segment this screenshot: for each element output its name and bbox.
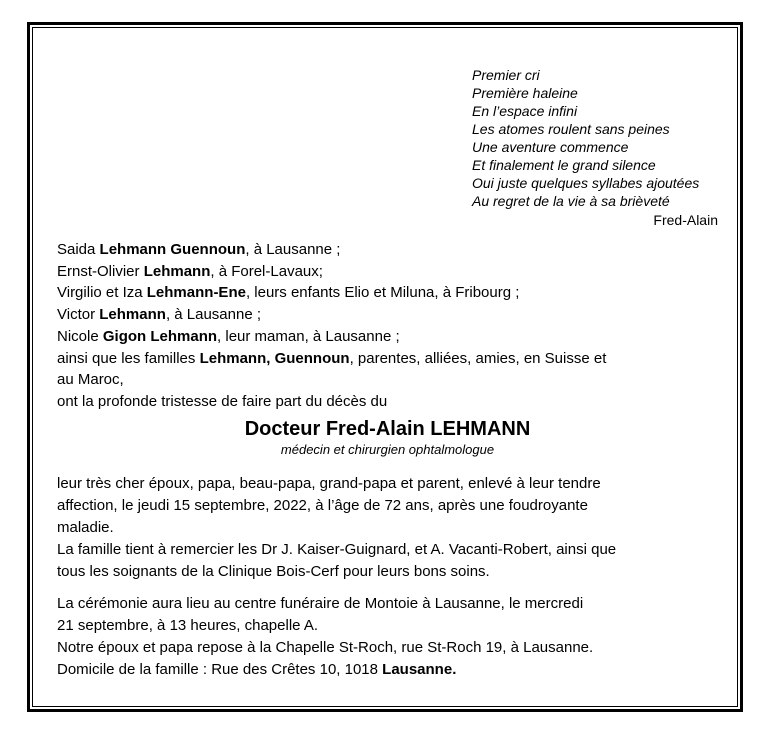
- ceremony-line: La cérémonie aura lieu au centre funéraire de Montoie à Lausanne, le mercredi: [57, 594, 584, 612]
- announcement-line: tous les soignants de la Clinique Bois-Cerf pour leurs bons soins.: [57, 562, 490, 580]
- announcement-line: affection, le jeudi 15 septembre, 2022, à l’âge de 72 ans, après une foudroyante: [57, 496, 588, 514]
- poem-line: Première haleine: [472, 85, 578, 101]
- family-line: ont la profonde tristesse de faire part du décès du: [57, 392, 388, 410]
- poem-line: En l’espace infini: [472, 103, 578, 119]
- family-line: au Maroc,: [57, 371, 124, 389]
- announcement-line: La famille tient à remercier les Dr J. Kaiser-Guignard, et A. Vacanti-Robert, ainsi que: [57, 540, 617, 558]
- family-line-bold: Gigon Lehmann: [102, 327, 218, 345]
- family-line-bold: Lehmann: [99, 306, 166, 324]
- deceased-name: Docteur Fred-Alain LEHMANN: [244, 417, 531, 440]
- announcement-paragraphs: [57, 473, 718, 583]
- double-border-frame: [27, 22, 743, 712]
- poem-attribution: Fred-Alain: [653, 212, 718, 228]
- ceremony-line: Notre époux et papa repose à la Chapelle St-Roch, rue St-Roch 19, à Lausanne.: [57, 638, 594, 656]
- family-line: Victor Lehmann, à Lausanne ;: [57, 306, 262, 324]
- family-list: [57, 239, 718, 413]
- ceremony-line: Domicile de la famille : Rue des Crêtes 10, 1018 Lausanne.: [57, 660, 457, 678]
- poem-line: Au regret de la vie à sa brièveté: [472, 193, 670, 209]
- family-line: Saida Lehmann Guennoun, à Lausanne ;: [57, 241, 341, 258]
- family-line: Ernst-Olivier Lehmann, à Forel-Lavaux;: [57, 262, 323, 280]
- family-line-bold: Lehmann: [143, 262, 211, 280]
- announcement-line: maladie.: [57, 518, 114, 536]
- death-notice-content: [33, 28, 737, 706]
- family-line: ainsi que les familles Lehmann, Guennoun, parentes, alliées, amies, en Suisse et: [57, 349, 607, 367]
- family-line-bold: Lehmann, Guennoun: [199, 349, 350, 367]
- poem-line: Premier cri: [472, 67, 540, 83]
- family-line: Virgilio et Iza Lehmann-Ene, leurs enfants Elio et Miluna, à Fribourg ;: [57, 284, 520, 302]
- ceremony-line: 21 septembre, à 13 heures, chapelle A.: [57, 616, 319, 634]
- poem-line: Et finalement le grand silence: [472, 157, 656, 173]
- poem-lines: [472, 66, 718, 210]
- poem: [472, 66, 718, 229]
- family-line: Nicole Gigon Lehmann, leur maman, à Lausanne ;: [57, 327, 400, 345]
- ceremony-line-bold: Lausanne.: [382, 660, 457, 678]
- inner-border: [32, 27, 738, 707]
- deceased-profession: médecin et chirurgien ophtalmologue: [280, 441, 495, 457]
- family-line-bold: Lehmann-Ene: [146, 284, 246, 302]
- announcement-line: leur très cher époux, papa, beau-papa, grand-papa et parent, enlevé à leur tendre: [57, 474, 601, 492]
- poem-line: Les atomes roulent sans peines: [472, 121, 670, 137]
- poem-line: Une aventure commence: [472, 139, 629, 155]
- poem-line: Oui juste quelques syllabes ajoutées: [472, 175, 700, 191]
- family-line-bold: Lehmann Guennoun: [99, 241, 246, 258]
- ceremony-details: [57, 593, 718, 681]
